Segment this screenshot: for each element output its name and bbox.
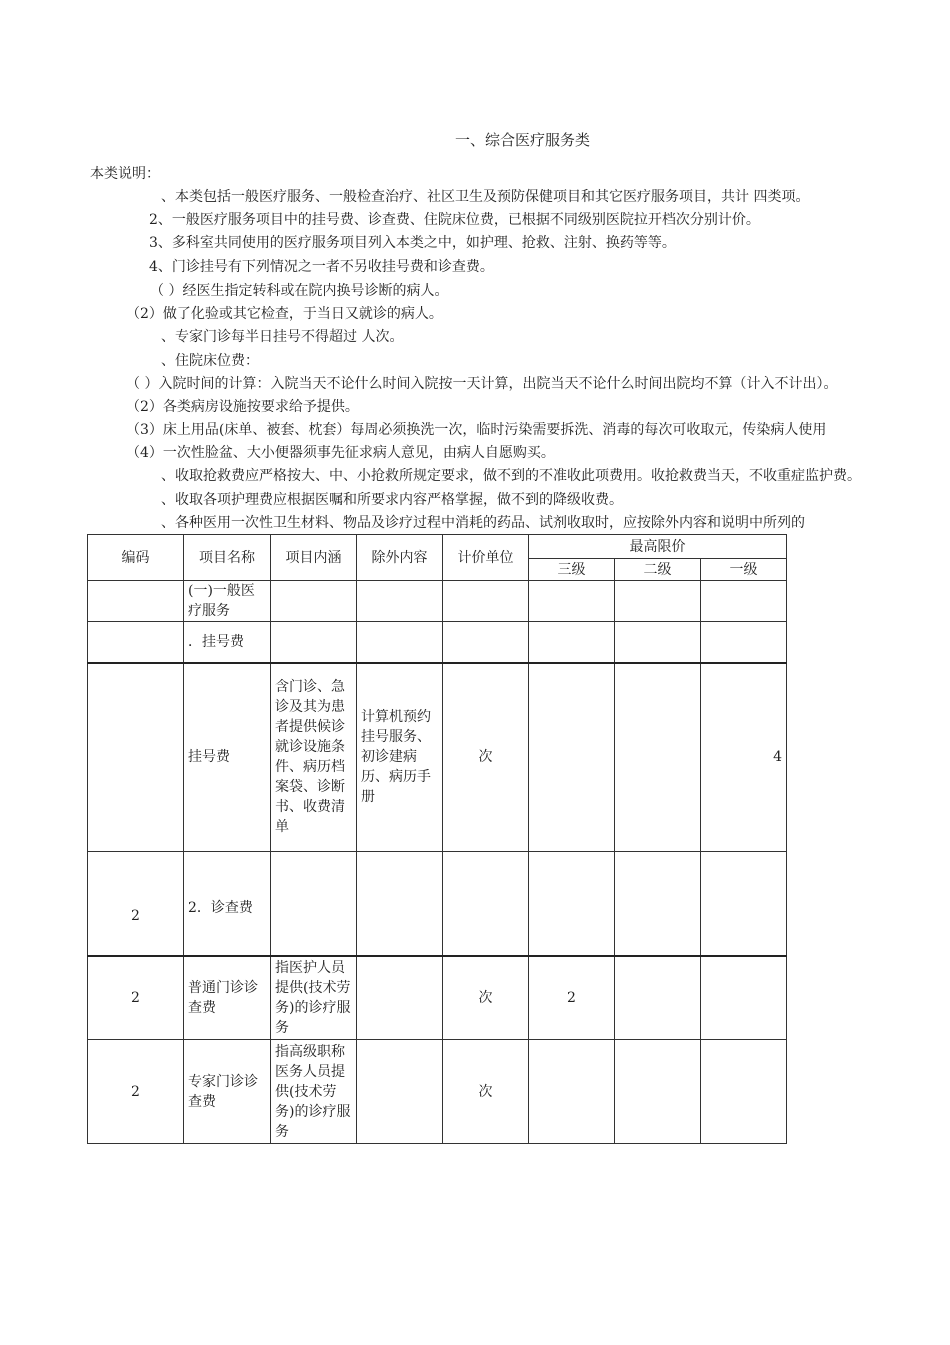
cell-content: 含门诊、急诊及其为患者提供候诊就诊设施条件、病历档案袋、诊断书、收费清单 (271, 663, 357, 852)
intro-line: （ ）入院时间的计算：入院当天不论什么时间入院按一天计算，出院当天不论什么时间出院均不算（计入不计出）。 (126, 376, 838, 392)
cell-code (88, 622, 184, 663)
cell-content (271, 622, 357, 663)
cell-level2 (615, 581, 701, 622)
intro-line: （2）做了化验或其它检查，于当日又就诊的病人。 (126, 306, 443, 322)
intro-line: （3）床上用品(床单、被套、枕套）每周必须换洗一次，临时污染需要拆洗、消毒的每次可收取元，传染病人使用 (126, 422, 827, 438)
cell-name: (一)一般医疗服务 (184, 581, 271, 622)
table-row (88, 663, 787, 852)
intro-line: 、各种医用一次性卫生材料、物品及诊疗过程中消耗的药品、试剂收取时，应按除外内容和说明中所列的 (161, 515, 805, 531)
cell-content: 指高级职称医务人员提供(技术劳务)的诊疗服务 (271, 1040, 357, 1144)
header-level2: 二级 (615, 559, 701, 581)
cell-unit (443, 581, 529, 622)
fee-table (87, 534, 787, 1144)
intro-line: 2、一般医疗服务项目中的挂号费、诊查费、住院床位费，已根据不同级别医院拉开档次分别计价。 (149, 212, 760, 228)
header-max-price: 最高限价 (529, 535, 787, 559)
cell-level3 (529, 581, 615, 622)
header-name: 项目名称 (184, 535, 271, 581)
cell-level1 (701, 852, 787, 956)
intro-heading: 本类说明： (90, 166, 160, 182)
page-title: 一、综合医疗服务类 (454, 131, 590, 149)
cell-unit: 次 (443, 1040, 529, 1144)
header-row (88, 535, 787, 559)
cell-level2 (615, 956, 701, 1040)
header-code: 编码 (88, 535, 184, 581)
cell-code: 2 (88, 852, 184, 956)
cell-unit (443, 622, 529, 663)
cell-unit: 次 (443, 663, 529, 852)
intro-line: 、收取各项护理费应根据医嘱和所要求内容严格掌握，做不到的降级收费。 (161, 492, 623, 508)
header-content: 项目内涵 (271, 535, 357, 581)
cell-code: 2 (88, 1040, 184, 1144)
cell-exclusions: 计算机预约挂号服务、初诊建病历、病历手册 (357, 663, 443, 852)
cell-name: 专家门诊诊查费 (184, 1040, 271, 1144)
cell-level2 (615, 663, 701, 852)
cell-unit: 次 (443, 956, 529, 1040)
intro-line: （4）一次性脸盆、大小便器须事先征求病人意见，由病人自愿购买。 (126, 445, 555, 461)
cell-level1 (701, 1040, 787, 1144)
table-row (88, 852, 787, 956)
cell-exclusions (357, 852, 443, 956)
cell-exclusions (357, 1040, 443, 1144)
cell-code: 2 (88, 956, 184, 1040)
cell-level1: 4 (701, 663, 787, 852)
cell-level1 (701, 622, 787, 663)
cell-level3: 2 (529, 956, 615, 1040)
cell-name: 普通门诊诊查费 (184, 956, 271, 1040)
table-row (88, 581, 787, 622)
intro-line: 4、门诊挂号有下列情况之一者不另收挂号费和诊查费。 (149, 259, 494, 275)
intro-line: 、本类包括一般医疗服务、一般检查治疗、社区卫生及预防保健项目和其它医疗服务项目，共计 四类项。 (161, 189, 810, 205)
cell-content: 指医护人员提供(技术劳务)的诊疗服务 (271, 956, 357, 1040)
header-level1: 一级 (701, 559, 787, 581)
cell-content (271, 581, 357, 622)
cell-name: 2．诊查费 (184, 852, 271, 956)
table-row (88, 956, 787, 1040)
table-row (88, 622, 787, 663)
intro-line: 3、多科室共同使用的医疗服务项目列入本类之中，如护理、抢救、注射、换药等等。 (149, 235, 676, 251)
cell-exclusions (357, 622, 443, 663)
cell-level3 (529, 622, 615, 663)
cell-level3 (529, 1040, 615, 1144)
cell-level1 (701, 581, 787, 622)
cell-unit (443, 852, 529, 956)
cell-level3 (529, 663, 615, 852)
header-exclusions: 除外内容 (357, 535, 443, 581)
cell-level2 (615, 1040, 701, 1144)
cell-content (271, 852, 357, 956)
cell-name: 挂号费 (184, 663, 271, 852)
intro-line: （2）各类病房设施按要求给予提供。 (126, 399, 359, 415)
cell-level2 (615, 622, 701, 663)
cell-code (88, 581, 184, 622)
table-row (88, 1040, 787, 1144)
cell-level3 (529, 852, 615, 956)
cell-level2 (615, 852, 701, 956)
intro-line: 、住院床位费： (161, 353, 259, 369)
intro-line: （ ）经医生指定转科或在院内换号诊断的病人。 (150, 283, 449, 299)
intro-line: 、收取抢救费应严格按大、中、小抢救所规定要求，做不到的不准收此项费用。收抢救费当天，不收重症监护费。 (161, 468, 861, 484)
cell-name: ．挂号费 (184, 622, 271, 663)
header-unit: 计价单位 (443, 535, 529, 581)
cell-exclusions (357, 581, 443, 622)
cell-exclusions (357, 956, 443, 1040)
intro-line: 、专家门诊每半日挂号不得超过 人次。 (161, 329, 404, 345)
cell-level1 (701, 956, 787, 1040)
header-level3: 三级 (529, 559, 615, 581)
cell-code (88, 663, 184, 852)
